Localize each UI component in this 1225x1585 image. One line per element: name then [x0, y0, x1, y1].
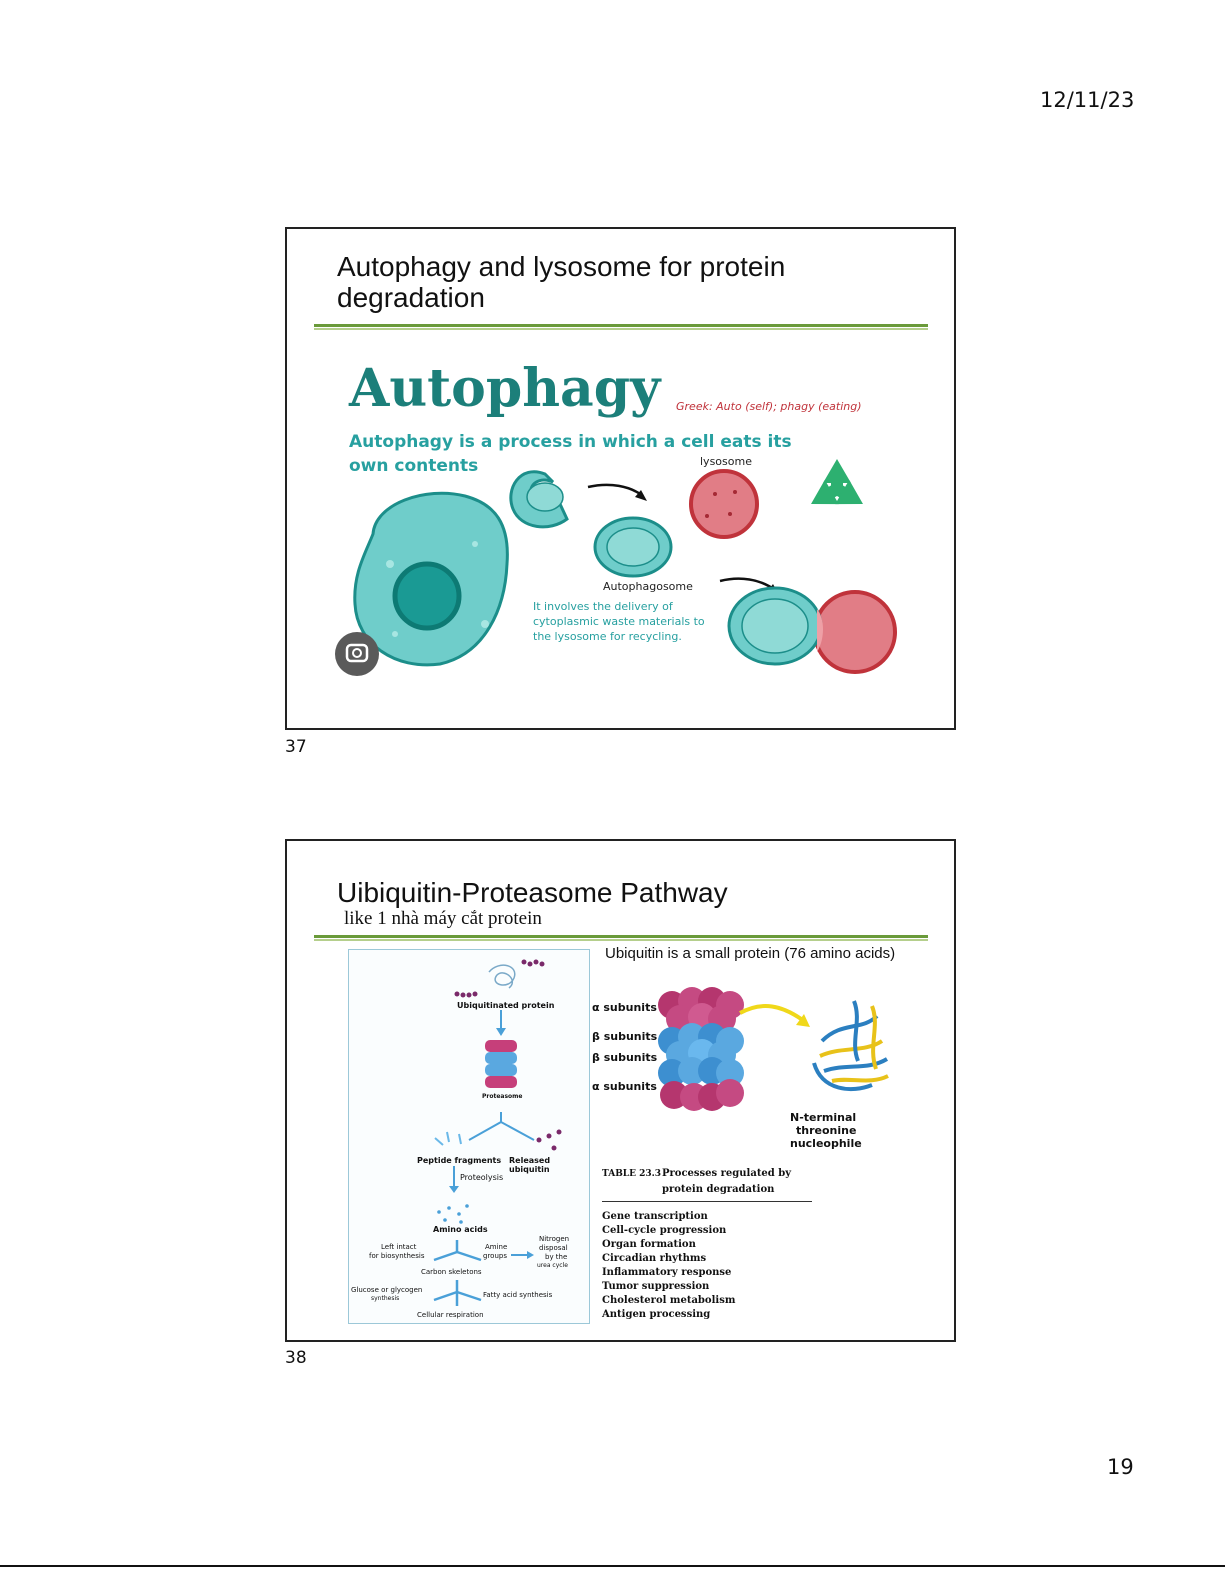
delivery-line2: cytoplasmic waste materials to	[533, 615, 705, 628]
slide-subtitle: like 1 nhà máy cắt protein	[344, 908, 542, 929]
ubiquitinated-protein-label: Ubiquitinated protein	[457, 1001, 555, 1010]
n-terminal-line2: threonine	[796, 1124, 857, 1137]
greek-etymology: Greek: Auto (self); phagy (eating)	[676, 400, 862, 413]
proteasome-structure	[592, 981, 912, 1151]
table-title-line2: protein degradation	[662, 1184, 775, 1195]
slide-title: Uibiquitin-Proteasome Pathway	[337, 877, 728, 908]
slide-title-line2: degradation	[337, 282, 485, 313]
autophagosome-label: Autophagosome	[603, 580, 693, 593]
autophagy-heading: Autophagy	[349, 358, 661, 419]
fusing-lysosome	[815, 592, 895, 672]
bottom-divider	[0, 1565, 1225, 1567]
table-divider	[602, 1201, 812, 1202]
table-label: TABLE 23.3	[602, 1169, 662, 1179]
zoom-arrow	[740, 1006, 804, 1021]
slide-number-38: 38	[285, 1348, 307, 1368]
slide-38	[285, 839, 956, 1342]
carbon-skeletons-label: Carbon skeletons	[421, 1268, 482, 1276]
lysosome-label: lysosome	[700, 455, 752, 468]
proteasome-label: Proteasome	[482, 1093, 523, 1100]
nucleus	[395, 564, 459, 628]
nitrogen-line3: by the	[545, 1253, 568, 1261]
cellular-respiration-label: Cellular respiration	[417, 1311, 484, 1319]
page-number: 19	[1107, 1455, 1134, 1479]
alpha-subunits-bottom: α subunits	[592, 1080, 657, 1093]
nitrogen-line1: Nitrogen	[539, 1235, 570, 1243]
autophagy-definition-line2: own contents	[349, 456, 479, 476]
slide-number-37: 37	[285, 737, 307, 757]
slide-37	[285, 227, 956, 730]
threonine-structure	[814, 1001, 888, 1089]
arrow-1	[588, 485, 643, 496]
table-row: Organ formation	[602, 1239, 696, 1250]
page-date: 12/11/23	[1040, 88, 1135, 112]
alpha-subunits-top: α subunits	[592, 1001, 657, 1014]
nitrogen-line2: disposal	[539, 1244, 568, 1252]
amine-label: Amine	[485, 1243, 508, 1251]
table-row: Gene transcription	[602, 1211, 708, 1222]
delivery-line1: It involves the delivery of	[533, 600, 673, 613]
delivery-line3: the lysosome for recycling.	[533, 630, 682, 643]
title-rule	[314, 324, 928, 327]
amino-acids-label: Amino acids	[433, 1225, 488, 1234]
table-row: Inflammatory response	[602, 1267, 732, 1278]
title-rule-light	[314, 939, 928, 941]
title-rule-light	[314, 328, 928, 330]
fatty-acid-label: Fatty acid synthesis	[483, 1291, 553, 1299]
glucose-line1: Glucose or glycogen	[351, 1286, 423, 1294]
released-ubiquitin-label: Released ubiquitin	[509, 1156, 551, 1174]
groups-label: groups	[483, 1252, 507, 1260]
for-biosynthesis-label: for biosynthesis	[369, 1252, 425, 1260]
beta-subunits-2: β subunits	[592, 1051, 658, 1064]
slide-title-line1: Autophagy and lysosome for protein	[337, 251, 786, 282]
table-row: Cholesterol metabolism	[602, 1295, 736, 1306]
recycle-icon	[804, 459, 870, 516]
alpha-ring-bottom	[660, 1079, 744, 1111]
table-row: Circadian rhythms	[602, 1253, 707, 1264]
proteolysis-label: Proteolysis	[460, 1173, 504, 1182]
title-rule	[314, 935, 928, 938]
table-title-line1: Processes regulated by	[662, 1168, 792, 1179]
left-intact-label: Left intact	[381, 1243, 417, 1251]
table-row: Antigen processing	[602, 1309, 711, 1320]
nitrogen-line4: urea cycle	[537, 1262, 568, 1269]
table-row: Cell-cycle progression	[602, 1225, 727, 1236]
beta-rings	[658, 1023, 744, 1087]
ubiquitin-note: Ubiquitin is a small protein (76 amino acids)	[605, 945, 896, 962]
lysosome	[691, 471, 757, 537]
pathway-panel	[348, 949, 590, 1324]
table-row: Tumor suppression	[602, 1281, 710, 1292]
lens-icon	[335, 632, 379, 676]
peptide-fragments-label: Peptide fragments	[417, 1156, 502, 1165]
n-terminal-line1: N-terminal	[790, 1111, 857, 1124]
glucose-line2: synthesis	[371, 1295, 400, 1302]
n-terminal-line3: nucleophile	[790, 1137, 862, 1150]
autophagy-illustration	[335, 358, 909, 682]
autophagy-definition-line1: Autophagy is a process in which a cell eats its	[349, 432, 792, 452]
processes-table	[602, 1167, 812, 1322]
alpha-ring-top	[658, 987, 744, 1033]
beta-subunits-1: β subunits	[592, 1030, 658, 1043]
